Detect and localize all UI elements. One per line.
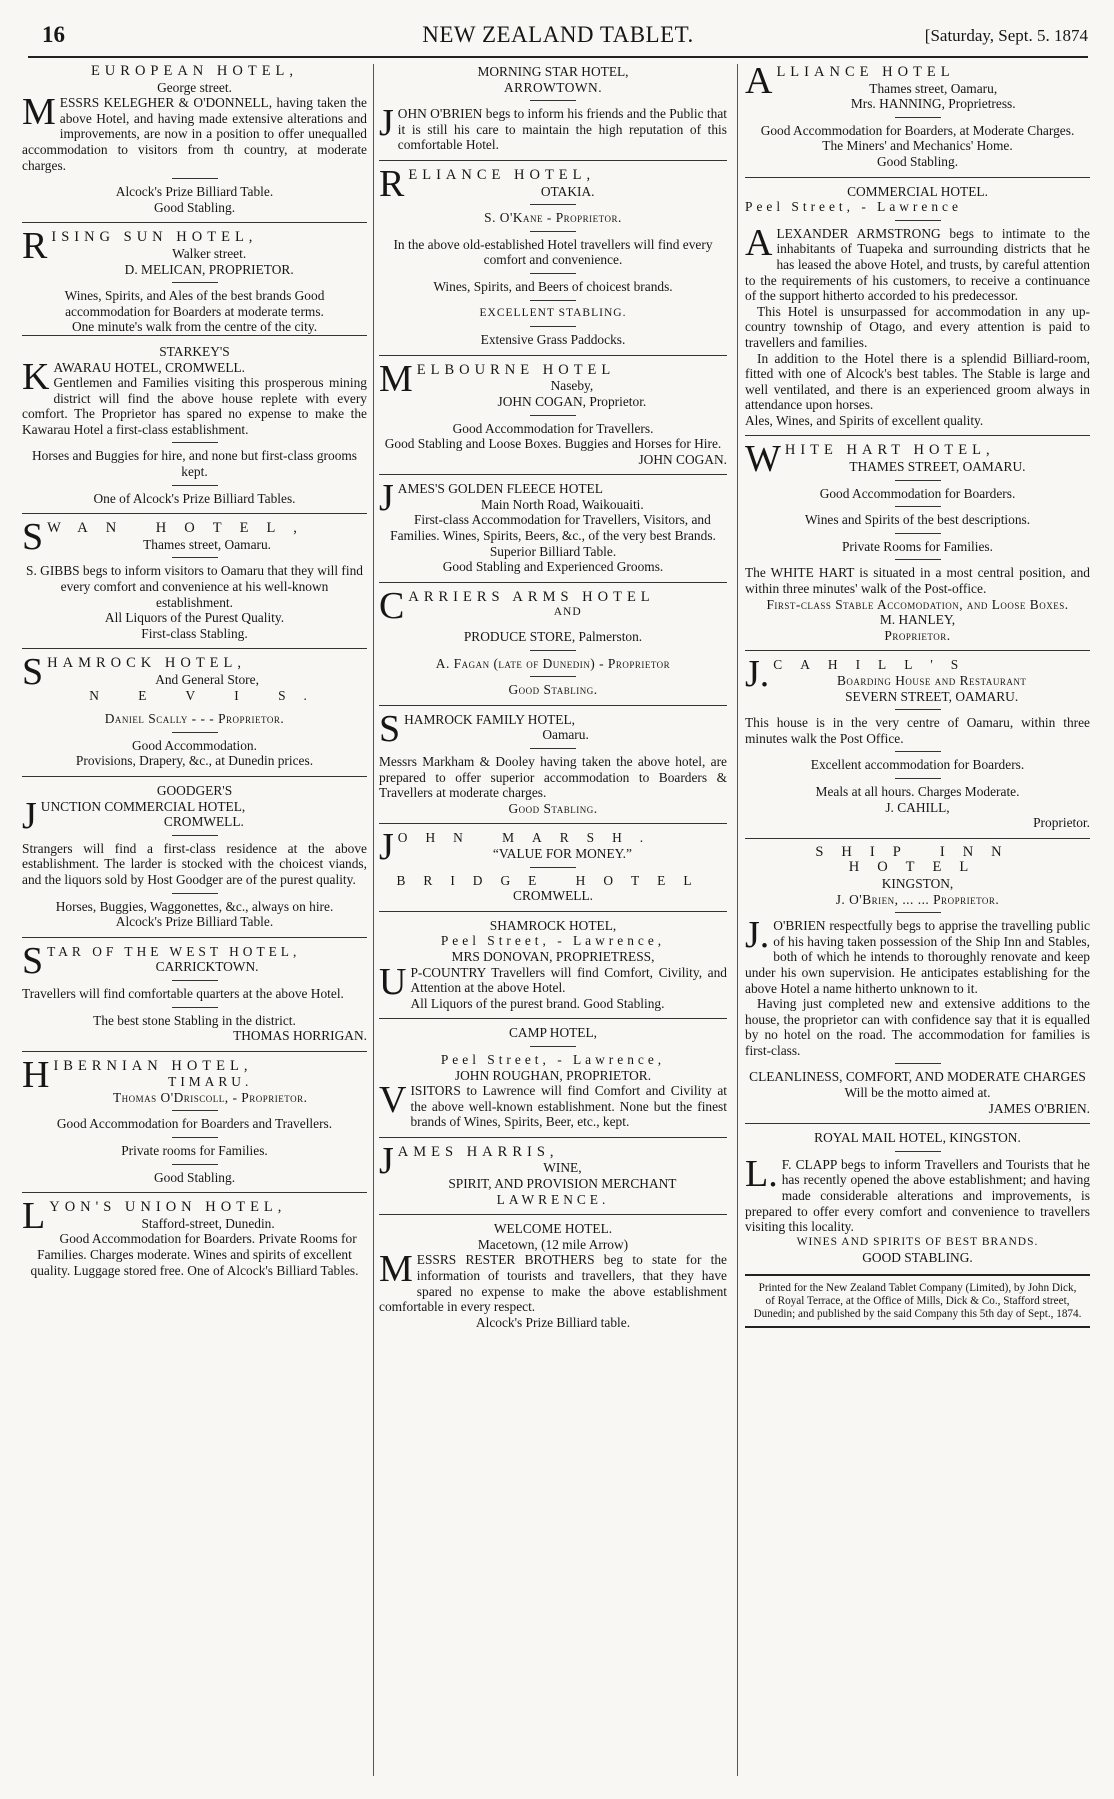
ad-separator — [379, 705, 727, 706]
ad-proprietor: S. O'Kane - Proprietor. — [484, 210, 622, 226]
ad-heading: HAMROCK FAMILY HOTEL, — [404, 711, 576, 727]
ad-heading: EUROPEAN HOTEL, — [90, 63, 299, 79]
ad-kawarau-hotel — [22, 344, 367, 506]
ad-line: Private Rooms for Families. — [841, 538, 993, 554]
ad-line: The best stone Stabling in the district. — [93, 1012, 296, 1028]
ad-line: CLEANLINESS, COMFORT, AND MODERATE CHARGES — [749, 1069, 1086, 1085]
ad-heading: HITE HART HOTEL, — [784, 442, 995, 459]
ad-line: One of Alcock's Prize Billiard Tables. — [93, 490, 296, 506]
divider — [530, 1046, 576, 1047]
ad-swan-hotel — [22, 516, 367, 641]
ad-signature: J. CAHILL, — [885, 799, 950, 815]
divider — [530, 326, 576, 327]
ad-separator — [745, 177, 1090, 178]
ad-subheading: Main North Road, Waikouaiti. — [481, 496, 644, 512]
ad-subheading: KINGSTON, — [881, 875, 954, 891]
ad-body: This house is in the very centre of Oamaru, within three minutes walk the Post Office. — [745, 715, 1090, 746]
ad-body: O'BRIEN respectfully begs to apprise the travelling public of his having taken possession of the Ship Inn and Stables, both of which he intends to thoroughly renovate and keep under his own supervision. He anticipates establishing for the above Hotel a name hitherto unknown to it. — [745, 918, 1090, 996]
column-rule-1 — [373, 64, 374, 1776]
divider — [530, 650, 576, 651]
page-number: 16 — [42, 22, 65, 47]
ad-white-hart-hotel — [745, 438, 1090, 643]
ad-line: Good Accommodation for Boarders. — [819, 485, 1016, 501]
ad-subheading: CARRICKTOWN. — [155, 959, 259, 975]
ad-heading: MORNING STAR HOTEL, — [477, 64, 629, 79]
ad-street: Peel Street, - Lawrence, — [440, 1051, 666, 1067]
ad-line: Good Accommodation. — [132, 737, 257, 753]
ad-separator — [379, 1137, 727, 1138]
ad-place: N E V I S. — [89, 687, 325, 703]
ad-separator — [379, 474, 727, 475]
drop-cap: S — [22, 939, 44, 982]
ad-line: Good Stabling. — [508, 800, 598, 816]
ad-subheading: Oamaru. — [542, 727, 589, 743]
ad-heading: UNCTION COMMERCIAL HOTEL, — [40, 798, 246, 814]
ad-ship-inn-hotel — [745, 845, 1090, 1117]
ad-separator — [379, 1018, 727, 1019]
ad-signature: JAMES O'BRIEN. — [988, 1100, 1090, 1116]
ad-separator — [745, 1123, 1090, 1124]
ad-melbourne-hotel — [379, 357, 727, 468]
ad-rising-sun-hotel — [22, 225, 367, 336]
ad-heading: ELIANCE HOTEL, — [408, 166, 596, 183]
ad-heading: WELCOME HOTEL. — [493, 1221, 613, 1237]
ad-golden-fleece-hotel — [379, 477, 727, 575]
divider — [895, 751, 941, 752]
divider — [172, 1137, 218, 1138]
ad-subheading: And General Store, — [155, 672, 259, 687]
ad-subheading: Walker street. — [172, 245, 247, 261]
ad-subheading: Boarding House and Restaurant — [836, 673, 1027, 688]
ad-line: Good Stabling. — [153, 1169, 236, 1185]
ad-body: Good Accommodation for Boarders. Private Rooms for Families. Charges moderate. Wines and spirits of excellent quality. Luggage stored free. One of Alcock's Billiard Tables. — [30, 1231, 359, 1278]
ad-separator — [22, 937, 367, 938]
divider — [530, 204, 576, 205]
ad-line: LAWRENCE. — [496, 1191, 610, 1207]
ad-separator — [379, 911, 727, 912]
ad-heading: AMES HARRIS, — [397, 1143, 559, 1160]
ad-subheading: Naseby, — [550, 378, 594, 394]
drop-cap: A — [745, 221, 773, 264]
divider — [895, 1063, 941, 1064]
ad-proprietor: J. O'Brien, ... ... Proprietor. — [835, 891, 1000, 907]
divider — [530, 415, 576, 416]
divider — [895, 559, 941, 560]
ad-heading: HAMROCK HOTEL, — [47, 655, 247, 672]
ad-body: The WHITE HART is situated in a most central position, and within three minutes' walk of the Post-office. — [745, 565, 1090, 597]
divider — [172, 1164, 218, 1165]
divider — [895, 117, 941, 118]
drop-cap: J. — [745, 914, 770, 957]
ad-subheading: Thames street, Oamaru. — [143, 536, 272, 552]
ad-heading: ARRIERS ARMS HOTEL — [408, 588, 655, 605]
issue-date: [Saturday, Sept. 5. 1874 — [924, 26, 1088, 45]
ad-cahill-boarding-house — [745, 653, 1090, 831]
ad-separator — [22, 776, 367, 777]
ad-role: Proprietor. — [884, 627, 951, 643]
divider — [172, 980, 218, 981]
ad-body: ISITORS to Lawrence will find Comfort and Civility at the above well-known establishment. None but the finest brands of Wines, Spirits, Beer, etc., kept. — [410, 1083, 727, 1130]
divider — [895, 1151, 941, 1152]
divider — [895, 778, 941, 779]
drop-cap: J — [379, 477, 394, 520]
ad-line: Extensive Grass Paddocks. — [480, 332, 626, 348]
ad-european-hotel — [22, 64, 367, 215]
drop-cap: S — [22, 651, 44, 694]
ad-separator — [379, 160, 727, 161]
ad-role: Proprietor. — [1033, 815, 1090, 831]
drop-cap: S — [22, 516, 44, 559]
ad-heading: CAHILL'S — [773, 657, 977, 673]
drop-cap: M — [379, 1248, 413, 1291]
ad-line: Meals at all hours. Charges Moderate. — [815, 783, 1020, 799]
ad-proprietor: MRS DONOVAN, PROPRIETRESS, — [451, 948, 655, 964]
ad-body: OHN O'BRIEN begs to inform his friends and the Public that it is still his care to maintain the high reputation of this comfortable Hotel. — [397, 106, 727, 153]
ad-heading: YON'S UNION HOTEL, — [49, 1199, 287, 1216]
divider — [172, 282, 218, 283]
ad-separator — [745, 838, 1090, 839]
ad-proprietor: Thomas O'Driscoll, - Proprietor. — [113, 1089, 308, 1105]
ad-proprietor: JOHN COGAN, Proprietor. — [497, 393, 647, 409]
ad-proprietor: Mrs. HANNING, Proprietress. — [850, 96, 1016, 112]
divider — [530, 867, 576, 868]
ad-separator — [379, 823, 727, 824]
column-rule-2 — [737, 64, 738, 1776]
ad-heading: WAN HOTEL, — [47, 520, 315, 537]
ad-line: Superior Billiard Table. — [489, 543, 617, 559]
ad-separator — [22, 648, 367, 649]
drop-cap: J — [379, 1139, 394, 1182]
ad-subheading: ARROWTOWN. — [503, 79, 603, 95]
ad-subheading: THAMES STREET, OAMARU. — [849, 459, 1026, 475]
divider — [530, 100, 576, 101]
ad-carriers-arms-hotel — [379, 584, 727, 698]
divider — [172, 835, 218, 836]
ad-heading: IBERNIAN HOTEL, — [53, 1057, 253, 1074]
drop-cap: J. — [745, 653, 770, 696]
divider — [530, 273, 576, 274]
ad-line: GOOD STABLING. — [862, 1250, 973, 1266]
column-3 — [745, 60, 1090, 1328]
ad-signature: THOMAS HORRIGAN. — [233, 1028, 367, 1044]
drop-cap: J — [379, 826, 394, 869]
ad-line: SPIRIT, AND PROVISION MERCHANT — [448, 1176, 677, 1192]
ad-subheading: Thames street, Oamaru, — [869, 80, 998, 96]
drop-cap: L. — [745, 1152, 778, 1195]
ad-street: Peel Street, - Lawrence, — [440, 933, 666, 949]
ad-heading: SHIP INN HOTEL — [815, 843, 1020, 876]
ad-heading: OHN MARSH. — [397, 830, 662, 846]
drop-cap: H — [22, 1053, 50, 1096]
divider — [172, 1110, 218, 1111]
divider — [172, 732, 218, 733]
ad-line: One minute's walk from the centre of the city. — [22, 319, 367, 336]
masthead — [28, 20, 1088, 58]
drop-cap: C — [379, 584, 405, 627]
ad-line: Alcock's Prize Billiard table. — [475, 1314, 631, 1330]
newspaper-title: NEW ZEALAND TABLET. — [422, 22, 694, 47]
ad-alliance-hotel — [745, 60, 1090, 170]
ad-line: Wines, Spirits, and Beers of choicest brands. — [433, 278, 673, 294]
ad-camp-hotel — [379, 1025, 727, 1130]
ad-line: Wines and Spirits of the best descriptions. — [804, 512, 1031, 528]
ad-subheading: CROMWELL. — [513, 888, 593, 904]
column-1 — [22, 64, 367, 1278]
divider — [172, 557, 218, 558]
ad-royal-mail-hotel — [745, 1130, 1090, 1266]
ad-line: Excellent accommodation for Boarders. — [810, 757, 1025, 773]
ad-line: WINE, — [543, 1160, 582, 1176]
ad-separator — [379, 355, 727, 356]
ad-heading: ELBOURNE HOTEL — [416, 361, 616, 378]
divider — [530, 231, 576, 232]
ad-line: The Miners' and Mechanics' Home. — [822, 138, 1013, 154]
drop-cap: S — [379, 707, 401, 750]
ad-body: Messrs Markham & Dooley having taken the above hotel, are prepared to offer superior accommodation to Boarders & Travellers at moderate charges. — [379, 754, 727, 801]
ad-paragraph: In addition to the Hotel there is a splendid Billiard-room, fitted with one of Alcock's best tables. The Stable is large and well ventilated, and there is an experienced groom always in attendance upon horses. — [745, 350, 1090, 413]
ad-subheading: George street. — [157, 79, 232, 95]
ad-and: AND — [553, 606, 582, 619]
ad-line: First-class Stabling. — [141, 625, 248, 641]
ad-proprietor: M. HANLEY, — [879, 612, 956, 628]
ad-lyons-union-hotel — [22, 1195, 367, 1278]
drop-cap: U — [379, 960, 407, 1003]
ad-paragraph: Ales, Wines, and Spirits of excellent quality. — [745, 412, 984, 428]
ad-separator — [22, 1051, 367, 1052]
ad-junction-hotel — [22, 783, 367, 930]
drop-cap: A — [745, 60, 773, 102]
divider — [895, 912, 941, 913]
ad-line: BRIDGE HOTEL — [396, 872, 710, 888]
ad-line: All Liquors of the purest brand. Good Stabling. — [410, 995, 665, 1011]
divider — [172, 893, 218, 894]
drop-cap: V — [379, 1079, 407, 1122]
ad-separator — [22, 222, 367, 223]
ad-street: SEVERN STREET, OAMARU. — [845, 688, 1019, 704]
ad-line: EXCELLENT STABLING. — [479, 306, 627, 319]
ad-subheading: TIMARU. — [168, 1074, 253, 1090]
ad-body: In the above old-established Hotel travellers will find every comfort and convenience. — [393, 236, 713, 268]
ad-proprietor: D. MELICAN, PROPRIETOR. — [124, 261, 294, 277]
ad-street: Peel Street, - Lawrence — [745, 199, 962, 215]
ad-subheading: CROMWELL. — [163, 814, 244, 830]
ad-star-of-the-west-hotel — [22, 939, 367, 1044]
drop-cap: J — [379, 102, 394, 145]
drop-cap: R — [22, 225, 48, 268]
ad-john-marsh — [379, 826, 727, 904]
ad-line: Provisions, Drapery, &c., at Dunedin prices. — [75, 753, 314, 769]
ad-separator — [379, 582, 727, 583]
ad-line: Good Stabling. — [153, 199, 236, 215]
ad-separator — [745, 435, 1090, 436]
ad-body: P-COUNTRY Travellers will find Comfort, Civility, and Attention at the above Hotel. — [410, 964, 727, 996]
divider — [172, 178, 218, 179]
ad-subheading: OTAKIA. — [540, 183, 595, 199]
ad-heading: LLIANCE HOTEL — [776, 64, 955, 80]
divider — [895, 480, 941, 481]
ad-hibernian-hotel — [22, 1053, 367, 1186]
ad-proprietor: JOHN ROUGHAN, PROPRIETOR. — [454, 1067, 652, 1083]
ad-subheading: PRODUCE STORE, Palmerston. — [463, 629, 643, 645]
divider — [530, 300, 576, 301]
ad-body: Gentlemen and Families visiting this prosperous mining district will find the above house replete with every comfort. The Proprietor has spared no expense to make the Kawarau Hotel a first-class establishment. — [22, 375, 367, 437]
ad-body: ESSRS RESTER BROTHERS beg to state for the information of tourists and travellers, that they have spared no expense to make the above establishment comfortable in every respect. — [379, 1252, 727, 1315]
ad-paragraph: This Hotel is unsurpassed for accommodation in any up-country township of Otago, and every attention is paid to travellers and families. — [745, 303, 1090, 350]
ad-preheading: STARKEY'S — [159, 343, 230, 359]
ad-heading: COMMERCIAL HOTEL. — [847, 183, 988, 199]
drop-cap: M — [379, 357, 413, 400]
ad-body: Strangers will find a first-class residence at the above establishment. The larder is stocked with the choicest viands, and the liquors sold by Host Goodger are of the purest quality. — [22, 840, 367, 887]
ad-separator — [745, 650, 1090, 651]
ad-line: Good Accommodation for Boarders, at Moderate Charges. — [760, 122, 1075, 138]
ad-body: Travellers will find comfortable quarters at the above Hotel. — [22, 985, 344, 1001]
ad-body: Wines, Spirits, and Ales of the best brands Good accommodation for Boarders at moderate terms. — [64, 288, 325, 319]
divider — [895, 709, 941, 710]
ad-body: F. CLAPP begs to inform Travellers and Tourists that he has recently opened the above establishment; and having made considerable alterations and improvements, is prepared to offer every comfort and convenience to travellers visiting this locality. — [745, 1156, 1090, 1235]
divider — [172, 1007, 218, 1008]
ad-line: Good Stabling. — [508, 682, 598, 698]
ad-separator — [379, 1214, 727, 1215]
divider — [530, 748, 576, 749]
drop-cap: K — [22, 355, 50, 398]
ad-separator — [22, 513, 367, 514]
divider — [895, 533, 941, 534]
ad-heading: AWARAU HOTEL, CROMWELL. — [53, 359, 246, 375]
ad-separator — [22, 1192, 367, 1193]
ad-body: First-class Accommodation for Travellers, Visitors, and Families. Wines, Spirits, Beers, &c., of the very best Brands. — [390, 512, 716, 544]
ad-quote: “VALUE FOR MONEY.” — [492, 845, 632, 861]
ad-line: Good Stabling and Experienced Grooms. — [442, 559, 664, 575]
ad-morning-star-hotel — [379, 64, 727, 153]
printer-imprint: Printed for the New Zealand Tablet Company (Limited), by John Dick, of Royal Terrace, at the Office of Mills, Dick & Co., Stafford street, Dunedin; and published by the said Company this 5th day of Sept., 1874. — [745, 1274, 1090, 1328]
drop-cap: W — [745, 438, 781, 481]
ad-heading: SHAMROCK HOTEL, — [489, 917, 617, 933]
ad-line: Good Accommodation for Travellers. — [452, 420, 654, 436]
divider — [172, 485, 218, 486]
ad-body: ESSRS KELEGHER & O'DONNELL, having taken the above Hotel, and having made extensive alterations and improvements, are now in a position to offer unequalled accommodation to visitors from th country, at moderate charges. — [22, 95, 367, 173]
ad-welcome-hotel — [379, 1221, 727, 1330]
ad-proprietor: Daniel Scally - - - Proprietor. — [104, 711, 285, 727]
ad-shamrock-hotel-nevis — [22, 651, 367, 769]
ad-heading: CAMP HOTEL, — [508, 1025, 598, 1041]
ad-body: LEXANDER ARMSTRONG begs to intimate to the inhabitants of Tuapeka and surrounding districts that he has leased the above Hotel, and trusts, by careful attention to the requirements of his customers, to receive a continuance of the support hitherto accorded to his predecessor. — [745, 225, 1090, 304]
ad-line: Good Accommodation for Boarders and Travellers. — [56, 1116, 333, 1132]
ad-line: Alcock's Prize Billiard Table. — [115, 184, 274, 200]
drop-cap: R — [379, 162, 405, 205]
ad-subheading: Macetown, (12 mile Arrow) — [477, 1236, 629, 1252]
ad-james-harris — [379, 1139, 727, 1207]
ad-signature: JOHN COGAN. — [638, 451, 727, 467]
ad-line: Horses, Buggies, Waggonettes, &c., always on hire. — [55, 898, 334, 914]
ad-heading: AMES'S GOLDEN FLEECE HOTEL — [397, 481, 603, 497]
ad-subheading: Stafford-street, Dunedin. — [141, 1215, 275, 1231]
ad-reliance-hotel — [379, 162, 727, 348]
ad-paragraph: Having just completed new and extensive additions to the house, the proprietor can with confidence say that it is equalled by no hotel on the road. The accommodation for families is first-class. — [745, 996, 1090, 1058]
ad-line: Will be the motto aimed at. — [844, 1085, 991, 1101]
ad-commercial-hotel — [745, 184, 1090, 429]
drop-cap: M — [22, 91, 56, 134]
ad-line: Good Stabling. — [876, 153, 959, 169]
divider — [530, 676, 576, 677]
divider — [895, 506, 941, 507]
divider — [172, 442, 218, 443]
ad-heading: ROYAL MAIL HOTEL, KINGSTON. — [814, 1130, 1021, 1146]
ad-line: All Liquors of the Purest Quality. — [104, 610, 285, 626]
drop-cap: J — [22, 794, 37, 837]
ad-heading: ISING SUN HOTEL, — [51, 229, 258, 246]
ad-heading: TAR OF THE WEST HOTEL, — [47, 943, 301, 959]
ad-line: Good Stabling and Loose Boxes. Buggies and Horses for Hire. — [384, 436, 722, 452]
divider — [895, 220, 941, 221]
ad-shamrock-hotel-lawrence — [379, 918, 727, 1012]
ad-preheading: GOODGER'S — [156, 782, 233, 798]
ad-line: Horses and Buggies for hire, and none but first-class grooms kept. — [31, 448, 358, 480]
ad-line: WINES AND SPIRITS OF BEST BRANDS. — [796, 1235, 1039, 1248]
drop-cap: L — [22, 1195, 46, 1238]
column-2 — [379, 64, 727, 1330]
ad-body: S. GIBBS begs to inform visitors to Oamaru that they will find every comfort and convenience at his well-known establishment. — [26, 563, 363, 610]
ad-shamrock-family-hotel — [379, 707, 727, 817]
ad-line: Private rooms for Families. — [121, 1143, 268, 1159]
ad-proprietor: A. Fagan (late of Dunedin) - Proprietor — [435, 655, 671, 671]
ad-line: Alcock's Prize Billiard Table. — [115, 914, 274, 930]
ad-line: First-class Stable Accomodation, and Loose Boxes. — [766, 596, 1069, 612]
